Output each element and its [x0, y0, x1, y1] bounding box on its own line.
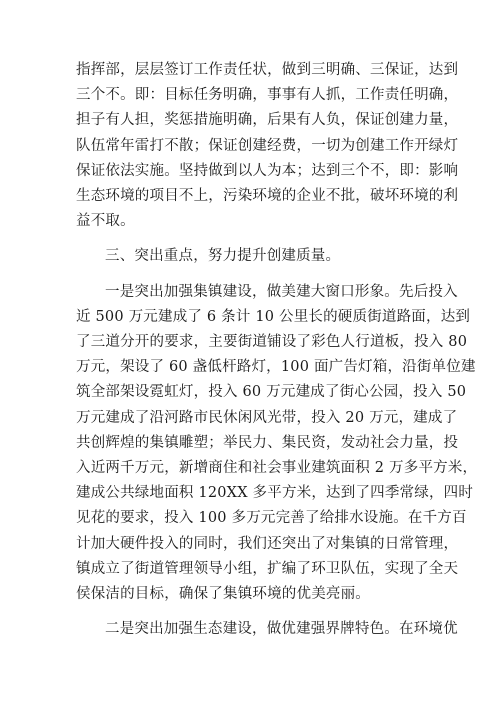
text-line: 筑全部架设霓虹灯，投入 60 万元建成了街心公园，投入 50 — [76, 384, 467, 401]
paragraph-ecology — [76, 617, 458, 642]
text-line: 万元，架设了 60 盏低杆路灯，100 面广告灯箱，沿街单位建 — [76, 359, 476, 376]
paragraph-town-construction — [76, 280, 478, 608]
text-line: 计加大硬件投入的同时，我们还突出了对集镇的日常管理， — [76, 535, 459, 552]
text-line: 指挥部，层层签订工作责任状，做到三明确、三保证，达到 — [76, 62, 459, 78]
paragraph-gap — [76, 270, 428, 280]
text-line: 一是突出加强集镇建设，做美建大窗口形象。先后投入 — [105, 283, 458, 300]
text-line: 建成公共绿地面积 120XX 多平方米，达到了四季常绿，四时 — [76, 485, 474, 502]
text-line: 见花的要求，投入 100 多万元完善了给排水设施。在千方百 — [76, 510, 467, 527]
text-line: 保证依法实施。坚持做到以人为本；达到三个不，即：影响 — [76, 162, 459, 179]
text-line: 近 500 万元建成了 6 条计 10 公里长的硬质街道路面，达到 — [76, 308, 471, 325]
text-line: 镇成立了街道管理领导小组，扩编了环卫队伍，实现了全天 — [76, 560, 459, 577]
heading-line: 三、突出重点，努力提升创建质量。 — [105, 248, 341, 265]
text-line: 共创辉煌的集镇雕塑；举民力、集民资，发动社会力量，投 — [76, 434, 459, 451]
paragraph-gap — [76, 607, 428, 617]
paragraph-gap — [76, 234, 428, 244]
paragraph-responsibility — [76, 58, 459, 234]
text-line: 队伍常年雷打不散；保证创建经费，一切为创建工作开绿灯 — [76, 137, 459, 154]
text-line: 万元建成了沿河路市民休闲风光带，投入 20 万元，建成了 — [76, 409, 458, 426]
document-page — [76, 58, 478, 642]
text-line: 益不取。 — [76, 213, 135, 230]
text-line: 担子有人担，奖惩措施明确，后果有人负，保证创建力量， — [76, 112, 459, 129]
section-heading — [76, 244, 428, 269]
text-line: 侯保洁的目标，确保了集镇环境的优美亮丽。 — [76, 586, 370, 603]
text-line: 入近两千万元，新增商住和社会事业建筑面积 2 万多平方米， — [76, 460, 478, 477]
text-line: 二是突出加强生态建设，做优建强界牌特色。在环境优 — [105, 621, 458, 638]
text-line: 了三道分开的要求，主要街道铺设了彩色人行道板，投入 80 — [76, 334, 468, 351]
text-line: 生态环境的项目不上，污染环境的企业不批，破坏环境的利 — [76, 188, 459, 205]
text-line: 三个不。即：目标任务明确，事事有人抓，工作责任明确， — [76, 87, 459, 104]
